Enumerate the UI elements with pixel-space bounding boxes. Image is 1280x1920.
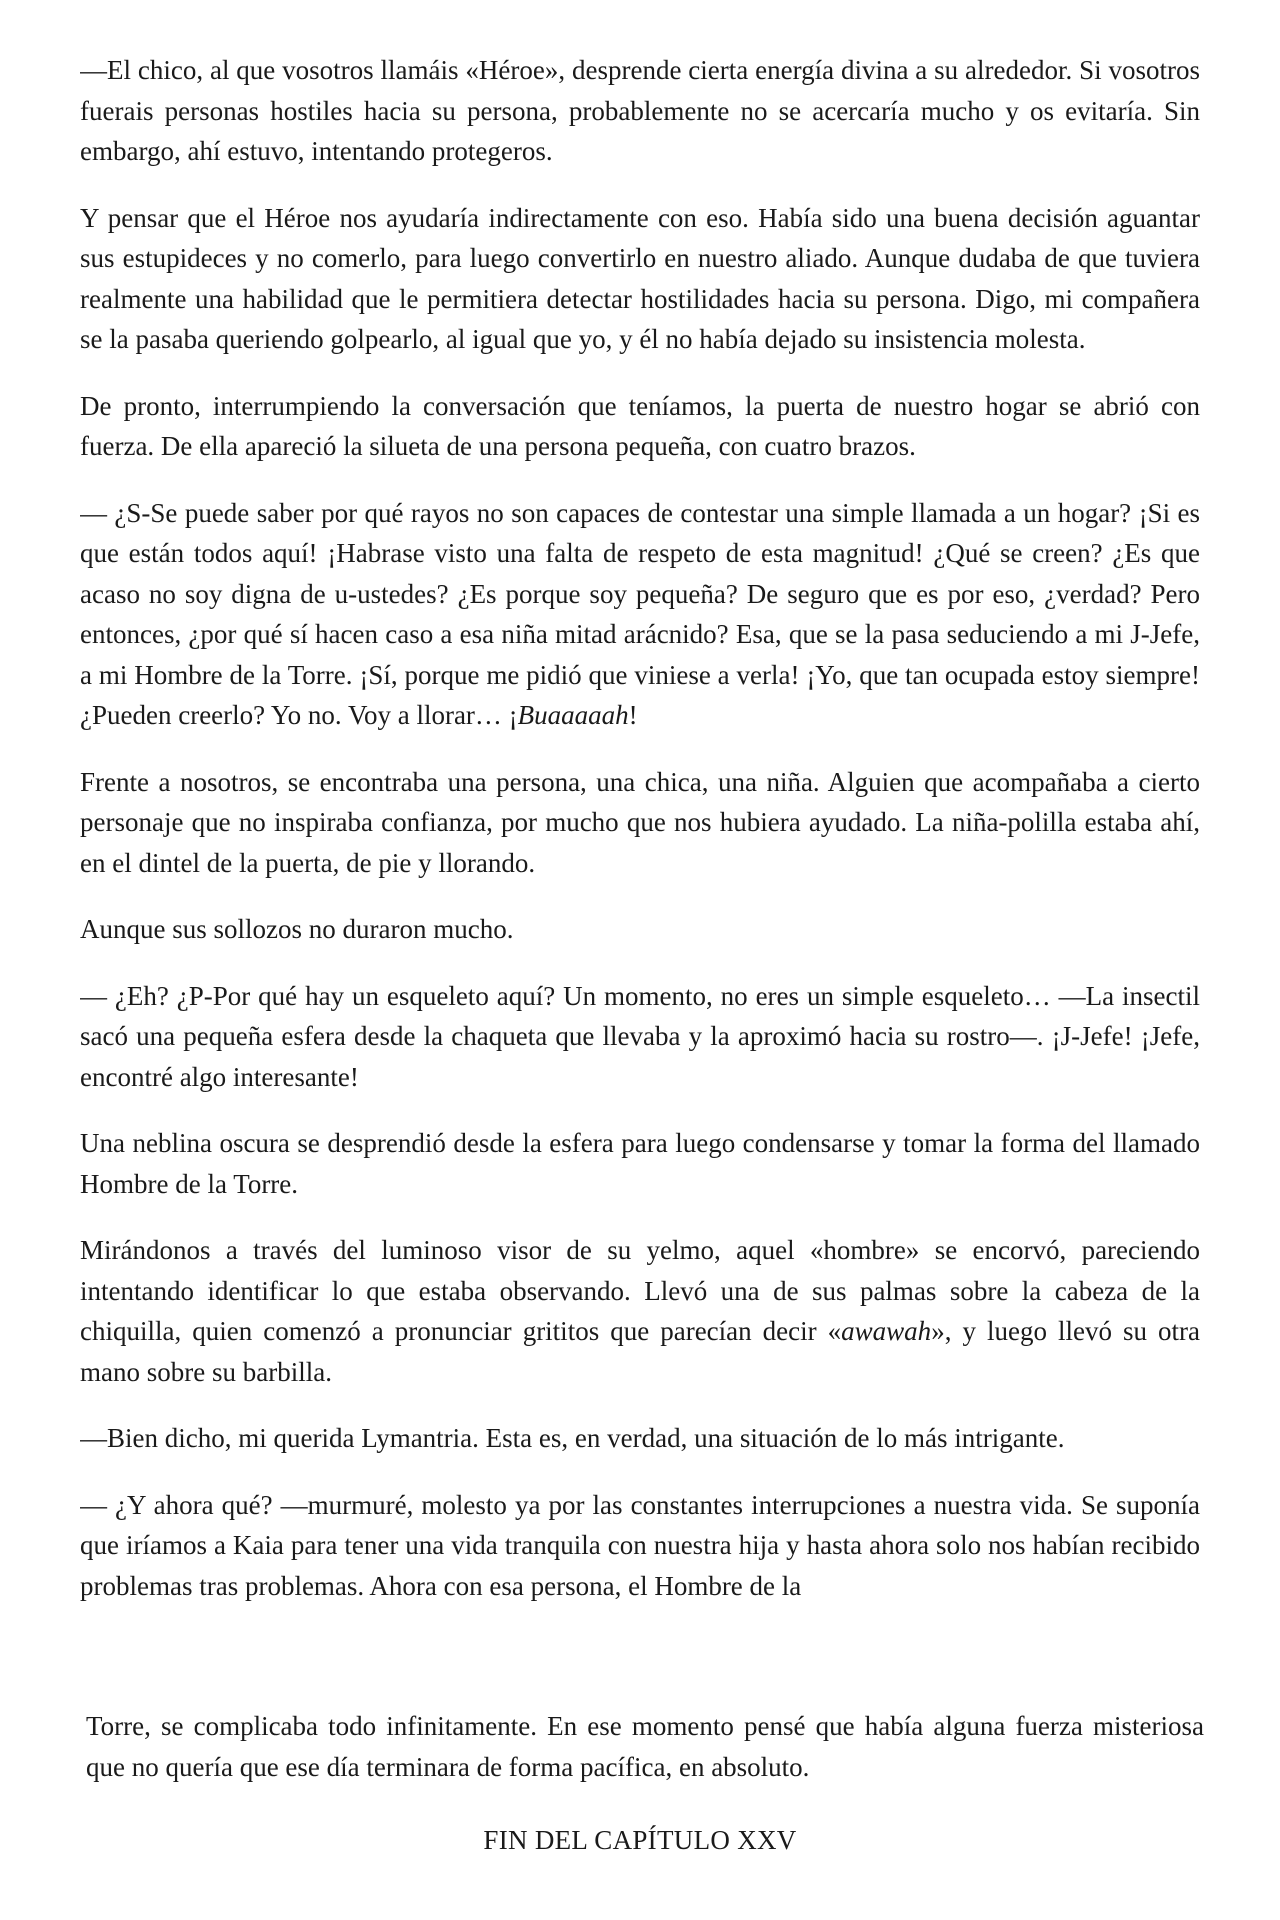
paragraph-text: Aunque sus sollozos no duraron mucho. — [80, 914, 514, 944]
paragraph — [80, 50, 1200, 172]
paragraph-text: Frente a nosotros, se encontraba una persona, una chica, una niña. Alguien que acompañaba a cierto personaje que no inspiraba confianza, por mucho que nos hubiera ayudado. La niña-polilla estaba ahí, en el dintel de la puerta, de pie y llorando. — [80, 766, 1200, 878]
paragraph — [80, 1230, 1200, 1392]
paragraph-text: Y pensar que el Héroe nos ayudaría indirectamente con eso. Había sido una buena decisión aguantar sus estupideces y no comerlo, para luego convertirlo en nuestro aliado. Aunque dudaba de que tuviera realmente una habilidad que le permitiera detectar hostilidades hacia su persona. Digo, mi compañera se la pasaba queriendo golpearlo, al igual que yo, y él no había dejado su insistencia molesta. — [80, 202, 1200, 354]
paragraph-text: Una neblina oscura se desprendió desde la esfera para luego condensarse y tomar la forma del llamado Hombre de la Torre. — [80, 1128, 1200, 1199]
paragraph-continuation: Torre, se complicaba todo infinitamente. En ese momento pensé que había alguna fuerza misteriosa que no quería que ese día terminara de forma pacífica, en absoluto. — [86, 1711, 1204, 1782]
paragraph — [80, 1123, 1200, 1204]
italic-text: Buaaaaah — [517, 700, 629, 730]
paragraph-text: », y luego llevó su otra mano sobre su barbilla. — [80, 1316, 1200, 1387]
document-body-upper — [80, 50, 1200, 1664]
paragraph-text: ! — [628, 700, 638, 730]
paragraph — [80, 976, 1200, 1098]
paragraph-text: — ¿Eh? ¿P-Por qué hay un esqueleto aquí? Un momento, no eres un simple esqueleto… —La insectil sacó una pequeña esfera desde la chaqueta que llevaba y la aproximó hacia su rostro—. ¡J-Jefe! ¡Jefe, encontré algo interesante! — [80, 980, 1200, 1092]
paragraph-text: Mirándonos a través del luminoso visor de su yelmo, aquel «hombre» se encorvó, pareciendo intentando identificar lo que estaba observando. Llevó una de sus palmas sobre la cabeza de la chiquilla, quien comenzó a pronunciar grititos que parecían decir « — [80, 1235, 1200, 1346]
paragraph-text: — ¿Y ahora qué? —murmuré, molesto ya por las constantes interrupciones a nuestra vida. Se suponía que iríamos a Kaia para tener una vida tranquila con nuestra hija y hasta ahora solo nos habían recibido problemas tras problemas. Ahora con esa persona, el Hombre de la — [80, 1489, 1200, 1601]
paragraph-text: —El chico, al que vosotros llamáis «Héroe», desprende cierta energía divina a su alrededor. Si vosotros fuerais personas hostiles hacia su persona, probablemente no se acercaría mucho y os evitaría. Sin embargo, ahí estuvo, intentando protegeros. — [80, 55, 1200, 166]
paragraph — [80, 386, 1200, 467]
paragraph-text: —Bien dicho, mi querida Lymantria. Esta es, en verdad, una situación de lo más intrigante. — [80, 1423, 1065, 1453]
paragraph — [80, 493, 1200, 736]
paragraph-text: De pronto, interrumpiendo la conversación que teníamos, la puerta de nuestro hogar se abrió con fuerza. De ella apareció la silueta de una persona pequeña, con cuatro brazos. — [80, 390, 1200, 461]
paragraph — [80, 762, 1200, 884]
chapter-end-title: FIN DEL CAPÍTULO XXV — [483, 1825, 797, 1855]
paragraph — [80, 1485, 1200, 1607]
document-body-lower — [86, 1706, 1204, 1787]
paragraph-text: — ¿S-Se puede saber por qué rayos no son capaces de contestar una simple llamada a un hogar? ¡Si es que están todos aquí! ¡Habrase visto una falta de respeto de esta magnitud! ¿Qué se creen? ¿Es que acaso no soy digna de u-ustedes? ¿Es porque soy pequeña? De seguro que es por eso, ¿verdad? Pero entonces, ¿por qué sí hacen caso a esa niña mitad arácnido? Esa, que se la pasa seduciendo a mi J-Jefe, a mi Hombre de la Torre. ¡Sí, porque me pidió que viniese a verla! ¡Yo, que tan ocupada estoy siempre! ¿Pueden creerlo? Yo no. Voy a llorar… ¡ — [80, 497, 1200, 730]
paragraph — [80, 909, 1200, 950]
italic-text: awawah — [841, 1316, 932, 1346]
paragraph — [80, 1418, 1200, 1459]
paragraph — [80, 198, 1200, 360]
